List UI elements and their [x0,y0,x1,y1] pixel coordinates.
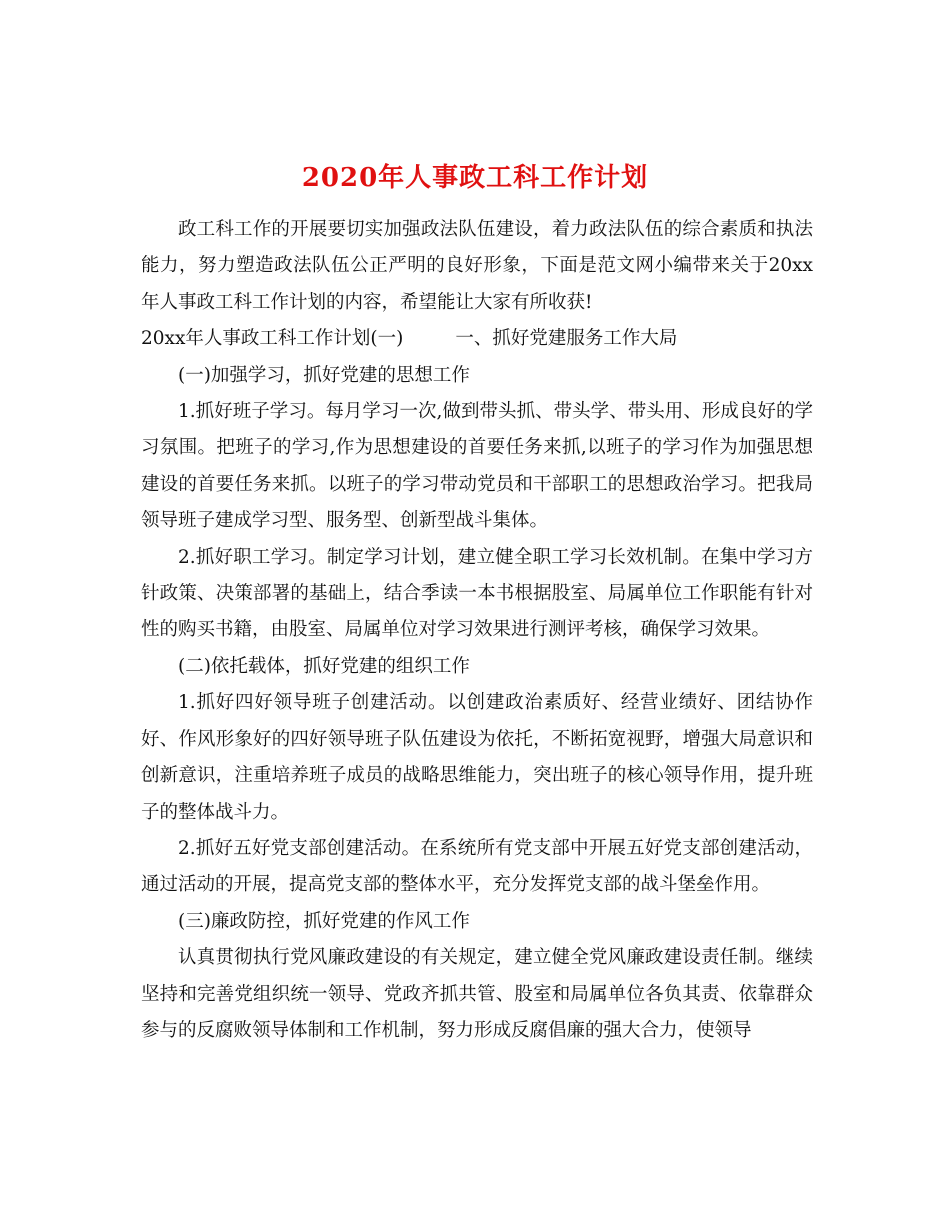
document-title: 2020年人事政工科工作计划 [301,163,649,194]
part-1-item-2: 2.抓好职工学习。制定学习计划，建立健全职工学习长效机制。在集中学习方针政策、决策部署的基础上，结合季读一本书根据股室、局属单位工作职能有针对性的购买书籍，由股室、局属单位对学习效果进行测评考核，确保学习效果。 [141,546,813,641]
part-1-item-1: 1.抓好班子学习。每月学习一次,做到带头抓、带头学、带头用、形成良好的学习氛围。把班子的学习,作为思想建设的首要任务来抓,以班子的学习作为加强思想建设的首要任务来抓。以班子的学习带动党员和干部职工的思想政治学习。把我局领导班子建成学习型、服务型、创新型战斗集体。 [141,401,813,532]
intro-paragraph: 政工科工作的开展要切实加强政法队伍建设，着力政法队伍的综合素质和执法能力，努力塑造政法队伍公正严明的良好形象，下面是范文网小编带来关于20xx年人事政工科工作计划的内容，希望能让大家有所收获! [141,219,813,313]
subheading-line [141,321,813,357]
part-3-paragraph: 认真贯彻执行党风廉政建设的有关规定，建立健全党风廉政建设责任制。继续坚持和完善党组织统一领导、党政齐抓共管、股室和局属单位各负其责、依靠群众参与的反腐败领导体制和工作机制，努力形成反腐倡廉的强大合力，使领导 [141,947,813,1041]
part-3-heading: (三)廉政防控，抓好党建的作风工作 [178,910,470,932]
part-2-heading: (二)依托载体，抓好党建的组织工作 [178,655,470,677]
part-2-item-1: 1.抓好四好领导班子创建活动。以创建政治素质好、经营业绩好、团结协作好、作风形象好的四好领导班子队伍建设为依托，不断拓宽视野，增强大局意识和创新意识，注重培养班子成员的战略思维能力，突出班子的核心领导作用，提升班子的整体战斗力。 [141,692,813,823]
section-heading: 一、抓好党建服务工作大局 [455,328,678,350]
part-2-item-2: 2.抓好五好党支部创建活动。在系统所有党支部中开展五好党支部创建活动，通过活动的开展，提高党支部的整体水平，充分发挥党支部的战斗堡垒作用。 [141,837,813,896]
document-body [141,212,813,1049]
plan-subheading: 20xx年人事政工科工作计划(一) [141,328,404,350]
part-1-heading: (一)加强学习，抓好党建的思想工作 [178,364,470,386]
